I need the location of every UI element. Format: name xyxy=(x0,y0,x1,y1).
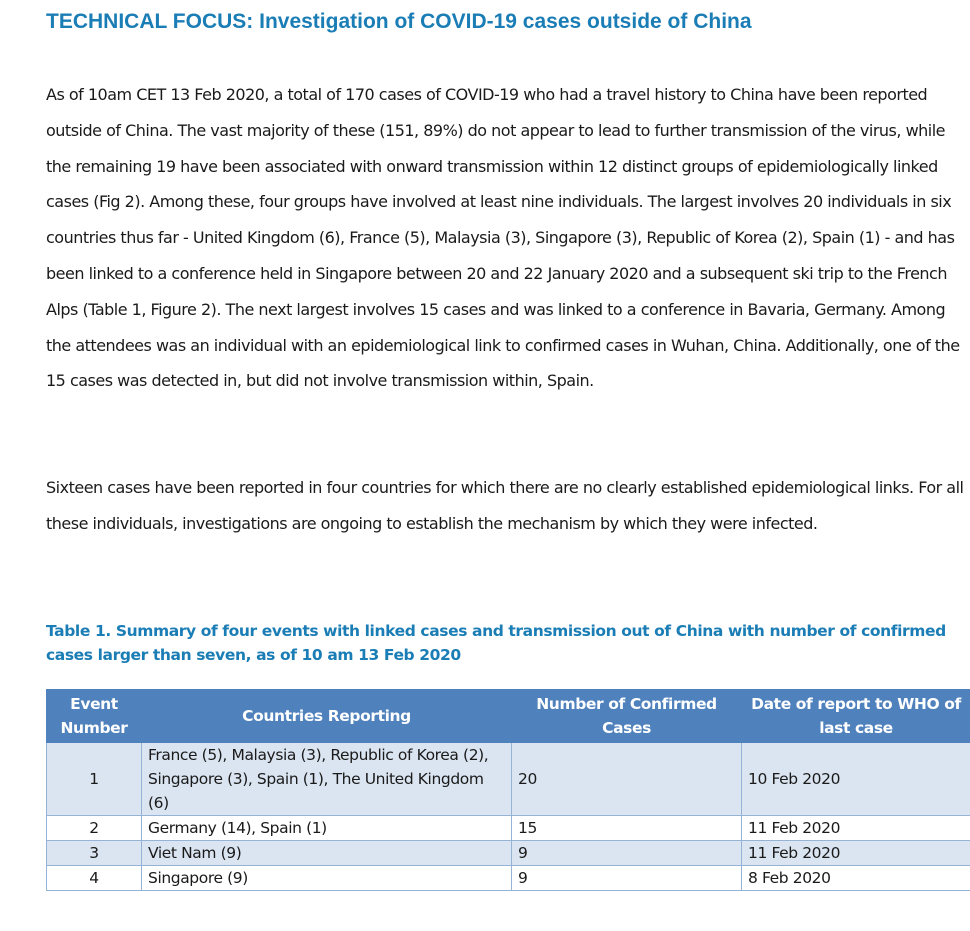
report-date-cell: 11 Feb 2020 xyxy=(742,816,970,841)
report-date-cell: 11 Feb 2020 xyxy=(742,841,970,866)
countries-cell: Germany (14), Spain (1) xyxy=(142,816,512,841)
header-event-number: Event Number xyxy=(47,690,142,743)
header-report-date: Date of report to WHO of last case xyxy=(742,690,970,743)
report-date-cell: 8 Feb 2020 xyxy=(742,866,970,891)
report-date-cell: 10 Feb 2020 xyxy=(742,743,970,816)
event-number-cell: 1 xyxy=(47,743,142,816)
table-row xyxy=(47,816,970,841)
countries-cell: France (5), Malaysia (3), Republic of Korea (2), Singapore (3), Spain (1), The United Kingdom (6) xyxy=(142,743,512,816)
header-confirmed-cases: Number of Confirmed Cases xyxy=(512,690,742,743)
confirmed-cases-cell: 9 xyxy=(512,866,742,891)
intro-paragraph: As of 10am CET 13 Feb 2020, a total of 170 cases of COVID-19 who had a travel history to China have been reported outside of China. The vast majority of these (151, 89%) do not appear to lead to further transmission of the virus, while the remaining 19 have been associated with onward transmission within 12 distinct groups of epidemiologically linked cases (Fig 2). Among these, four groups have involved at least nine individuals. The largest involves 20 individuals in six countries thus far - United Kingdom (6), France (5), Malaysia (3), Singapore (3), Republic of Korea (2), Spain (1) - and has been linked to a conference held in Singapore between 20 and 22 January 2020 and a subsequent ski trip to the French Alps (Table 1, Figure 2). The next largest involves 15 cases and was linked to a conference in Bavaria, Germany. Among the attendees was an individual with an epidemiological link to confirmed cases in Wuhan, China. Additionally, one of the 15 cases was detected in, but did not involve transmission within, Spain. xyxy=(46,85,960,391)
table-header-row xyxy=(47,690,970,743)
confirmed-cases-cell: 15 xyxy=(512,816,742,841)
table-row xyxy=(47,841,970,866)
countries-cell: Viet Nam (9) xyxy=(142,841,512,866)
countries-cell: Singapore (9) xyxy=(142,866,512,891)
table-caption: Table 1. Summary of four events with linked cases and transmission out of China with number of confirmed cases larger than seven, as of 10 am 13 Feb 2020 xyxy=(46,622,946,664)
table-row xyxy=(47,743,970,816)
page-title: TECHNICAL FOCUS: Investigation of COVID-19 cases outside of China xyxy=(46,10,752,33)
event-number-cell: 2 xyxy=(47,816,142,841)
confirmed-cases-cell: 9 xyxy=(512,841,742,866)
linked-cases-table xyxy=(46,689,970,891)
table-row xyxy=(47,866,970,891)
event-number-cell: 4 xyxy=(47,866,142,891)
confirmed-cases-cell: 20 xyxy=(512,743,742,816)
unlinked-cases-paragraph: Sixteen cases have been reported in four countries for which there are no clearly established epidemiological links. For all these individuals, investigations are ongoing to establish the mechanism by which they were infected. xyxy=(46,478,964,533)
event-number-cell: 3 xyxy=(47,841,142,866)
header-countries-reporting: Countries Reporting xyxy=(142,690,512,743)
